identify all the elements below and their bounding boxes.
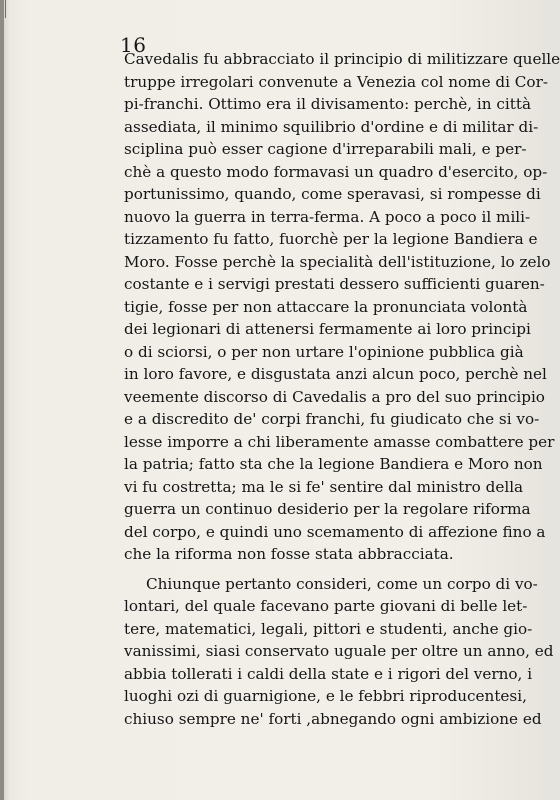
text-line: chiuso sempre ne' forti ,abnegando ogni ambizione ed xyxy=(124,709,542,728)
page-left-edge xyxy=(0,0,4,800)
text-line: lesse imporre a chi liberamente amasse combattere per xyxy=(124,432,555,451)
text-line: dei legionari di attenersi fermamente ai loro principi xyxy=(124,320,531,338)
text-line: abbia tollerati i caldi della state e i rigori del verno, i xyxy=(124,664,533,683)
text-line: Cavedalis fu abbracciato il principio di militizzare quelle xyxy=(124,50,560,68)
text-line: truppe irregolari convenute a Venezia col nome di Cor- xyxy=(124,72,548,91)
text-line: Chiunque pertanto consideri, come un corpo di vo- xyxy=(146,574,538,593)
page-edge-mark xyxy=(5,0,6,18)
paragraph-1 xyxy=(124,48,560,566)
text-line: tizzamento fu fatto, fuorchè per la legione Bandiera e xyxy=(124,230,538,248)
text-line: guerra un continuo desiderio per la regolare riforma xyxy=(124,500,531,518)
text-line: in loro favore, e disgustata anzi alcun poco, perchè nel xyxy=(124,365,547,383)
text-line: vanissimi, siasi conservato uguale per oltre un anno, ed xyxy=(124,642,554,660)
text-line: la patria; fatto sta che la legione Bandiera e Moro non xyxy=(124,455,543,473)
paragraph-gap xyxy=(124,566,504,573)
text-line: o di sciorsi, o per non urtare l'opinione pubblica già xyxy=(124,342,524,361)
text-line: luoghi ozi di guarnigione, e le febbri riproducentesi, xyxy=(124,687,527,705)
text-line: vi fu costretta; ma le si fe' sentire dal ministro della xyxy=(124,477,524,496)
text-line: e a discredito de' corpi franchi, fu giudicato che si vo- xyxy=(124,410,540,428)
text-line: tere, matematici, legali, pittori e studenti, anche gio- xyxy=(124,619,533,638)
text-line: tigie, fosse per non attaccare la pronunciata volontà xyxy=(124,297,528,316)
text-line: chè a questo modo formavasi un quadro d'esercito, op- xyxy=(124,162,548,181)
paragraph-2 xyxy=(124,573,554,731)
page-number: 16 xyxy=(120,33,147,57)
text-line: assediata, il minimo squilibrio d'ordine e di militar di- xyxy=(124,117,539,136)
text-line: pi-franchi. Ottimo era il divisamento: perchè, in città xyxy=(124,95,532,113)
text-line: del corpo, e quindi uno scemamento di affezione fino a xyxy=(124,522,546,541)
text-line: sciplina può esser cagione d'irreparabili mali, e per- xyxy=(124,140,527,158)
text-line: nuovo la guerra in terra-ferma. A poco a poco il mili- xyxy=(124,207,531,226)
text-line: lontari, del quale facevano parte giovani di belle let- xyxy=(124,597,528,615)
text-line: che la riforma non fosse stata abbracciata. xyxy=(124,545,454,563)
body-text xyxy=(124,48,560,728)
text-line: Moro. Fosse perchè la specialità dell'istituzione, lo zelo xyxy=(124,252,551,271)
text-line: veemente discorso di Cavedalis a pro del suo principio xyxy=(124,387,545,406)
text-line: portunissimo, quando, come speravasi, si rompesse di xyxy=(124,185,541,203)
text-line: costante e i servigi prestati dessero sufficienti guaren- xyxy=(124,275,545,293)
